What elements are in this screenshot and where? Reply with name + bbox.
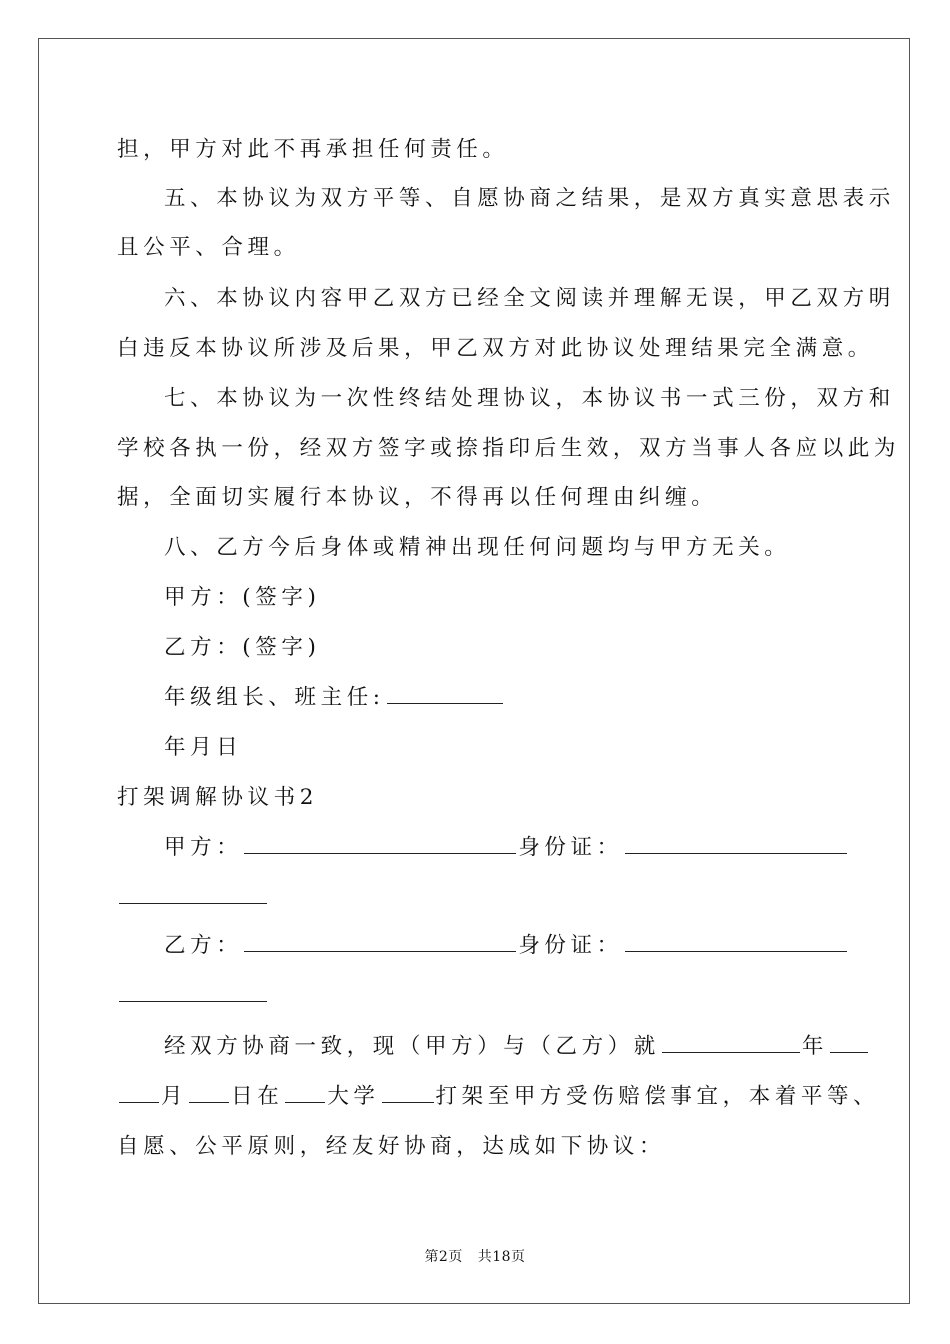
day-label: 日在 — [231, 1084, 284, 1109]
page-number: 第2页 — [424, 1249, 463, 1265]
party-b-id-label: 身份证： — [518, 933, 623, 958]
page-footer — [0, 1246, 950, 1266]
agreement-line-2 — [117, 1082, 879, 1112]
party-a-row — [164, 833, 849, 863]
paragraph-line: 八、乙方今后身体或精神出现任何问题均与甲方无关。 — [164, 535, 791, 560]
blank — [830, 1032, 868, 1053]
paragraph-line: 据，全面切实履行本协议，不得再以任何理由纠缠。 — [117, 485, 718, 510]
paragraph-line: 且公平、合理。 — [117, 235, 300, 260]
agreement-text: 经双方协商一致，现（甲方）与（乙方）就 — [164, 1034, 660, 1059]
blank — [662, 1032, 800, 1053]
signature-party-a: 甲方：(签字) — [164, 585, 321, 610]
month-label: 月 — [161, 1084, 188, 1109]
party-b-row — [164, 931, 849, 961]
party-a-label: 甲方： — [164, 835, 243, 860]
university-label: 大学 — [327, 1084, 380, 1109]
blank — [285, 1082, 325, 1103]
grade-leader-signature-line — [164, 683, 505, 713]
blank — [382, 1082, 434, 1103]
blank — [119, 1082, 159, 1103]
paragraph-line: 六、本协议内容甲乙双方已经全文阅读并理解无误，甲乙双方明 — [164, 286, 895, 311]
blank — [189, 1082, 229, 1103]
agreement-text: 打架至甲方受伤赔偿事宜，本着平等、 — [435, 1084, 880, 1109]
party-a-id-blank — [625, 833, 847, 854]
party-a-id-blank-cont — [119, 883, 267, 904]
party-a-name-blank — [244, 833, 516, 854]
party-b-name-blank — [244, 931, 516, 952]
section-title: 打架调解协议书2 — [117, 785, 318, 810]
agreement-line-1 — [164, 1032, 870, 1062]
party-a-id-label: 身份证： — [518, 835, 623, 860]
page-border — [38, 38, 910, 1304]
party-a-id-continuation — [117, 883, 269, 913]
party-b-label: 乙方： — [164, 933, 243, 958]
paragraph-line: 七、本协议为一次性终结处理协议，本协议书一式三份，双方和 — [164, 386, 895, 411]
grade-leader-label: 年级组长、班主任: — [164, 685, 385, 710]
paragraph-line: 五、本协议为双方平等、自愿协商之结果，是双方真实意思表示 — [164, 186, 895, 211]
party-b-id-blank — [625, 931, 847, 952]
paragraph-line: 学校各执一份，经双方签字或捺指印后生效，双方当事人各应以此为 — [117, 436, 901, 461]
page-total: 共18页 — [477, 1249, 526, 1265]
signature-blank — [387, 683, 503, 704]
agreement-line-3: 自愿、公平原则，经友好协商，达成如下协议： — [117, 1134, 666, 1159]
paragraph-line: 白违反本协议所涉及后果，甲乙双方对此协议处理结果完全满意。 — [117, 336, 874, 361]
party-b-id-continuation — [117, 981, 269, 1011]
year-label: 年 — [801, 1034, 829, 1059]
signature-party-b: 乙方：(签字) — [164, 635, 321, 660]
paragraph-line: 担，甲方对此不再承担任何责任。 — [117, 137, 509, 162]
party-b-id-blank-cont — [119, 981, 267, 1002]
date-line: 年月日 — [164, 735, 243, 760]
